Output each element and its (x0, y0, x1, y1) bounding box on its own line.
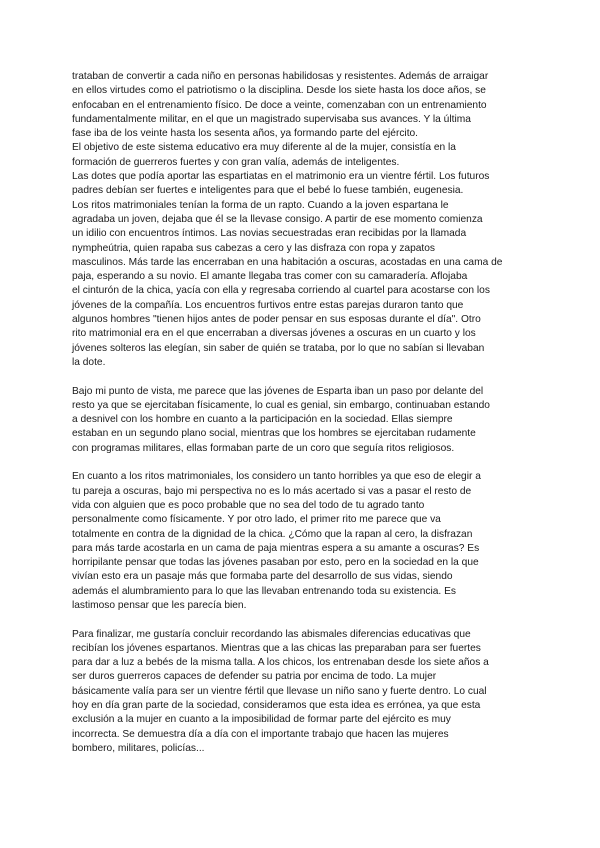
text-line: básicamente valía para ser un vientre fértil que llevase un niño sano y fuerte dentro. Lo cual (72, 685, 487, 697)
text-line: fundamentalmente militar, en el que un magistrado supervisaba sus avances. Y la última (72, 113, 471, 125)
text-line: paja, esperando a su novio. El amante llegaba tras comer con su camaradería. Aflojaba (72, 271, 468, 283)
paragraph-spartan-boys-education (72, 70, 532, 141)
text-line: la dote. (72, 356, 106, 368)
text-line: vivían esto era un pasaje más que formaba parte del desarrollo de sus vidas, siendo (72, 571, 453, 583)
text-line: fase iba de los veinte hasta los sesenta años, ya formando parte del ejército. (72, 128, 419, 140)
text-line: tu pareja a oscuras, bajo mi perspectiva no es lo más acertado si vas a pasar el resto de (72, 485, 472, 497)
paragraph-spacer (72, 613, 532, 627)
text-line: recibían los jóvenes espartanos. Mientras que a las chicas las preparaban para ser fuertes (72, 642, 481, 654)
text-line: totalmente en contra de la dignidad de la chica. ¿Cómo que la rapan al cero, la disfrazan (72, 528, 473, 540)
text-line: Bajo mi punto de vista, me parece que las jóvenes de Esparta iban un paso por delante del (72, 385, 484, 397)
text-line: jóvenes de la compañía. Los encuentros furtivos entre estas parejas duraron tanto que (72, 299, 464, 311)
document-page (72, 70, 532, 756)
text-line: El objetivo de este sistema educativo era muy diferente al de la mujer, consistía en la (72, 142, 456, 154)
paragraph-conclusion (72, 628, 532, 757)
text-line: exclusión a la mujer en cuanto a la imposibilidad de formar parte del ejército es muy (72, 714, 451, 726)
text-line: jóvenes solteros las elegían, sin saber de quién se trataba, por lo que no sabían si llevaban (72, 342, 485, 354)
text-line: Los ritos matrimoniales tenían la forma de un rapto. Cuando a la joven espartana le (72, 199, 449, 211)
text-line: personalmente como físicamente. Y por otro lado, el primer rito me parece que va (72, 514, 441, 526)
text-line: hoy en día gran parte de la sociedad, consideramos que esta idea es errónea, ya que esta (72, 700, 481, 712)
text-line: rito matrimonial era en el que encerraban a diversas jóvenes a oscuras en un cuarto y los (72, 328, 476, 340)
text-line: lastimoso pensar que les parecía bien. (72, 599, 247, 611)
paragraph-marriage-rites (72, 170, 532, 370)
text-line: enfocaban en el entrenamiento físico. De doce a veinte, comenzaban con un entrenamiento (72, 99, 487, 111)
text-line: padres debían ser fuertes e inteligentes para que el bebé lo fuese también, eugenesia. (72, 185, 464, 197)
text-line: además el alumbramiento para lo que las llevaban entrenando toda su existencia. Es (72, 585, 456, 597)
text-line: para más tarde acostarla en un cama de paja mientras espera a su amante a oscuras? Es (72, 542, 480, 554)
paragraph-spacer (72, 370, 532, 384)
paragraph-rites-opinion (72, 470, 532, 613)
text-line: ser duros guerreros capaces de defender su patria por encima de todo. La mujer (72, 671, 437, 683)
text-line: a desnivel con los hombre en cuanto a la participación en la sociedad. Ellas siempre (72, 414, 453, 426)
text-line: con programas militares, ellas formaban parte de un coro que seguía ritos religiosos. (72, 442, 455, 454)
text-line: resto ya que se ejercitaban físicamente, lo cual es genial, sin embargo, continuaban estando (72, 399, 490, 411)
text-line: agradaba un joven, dejaba que él se la llevase consigo. A partir de ese momento comienza (72, 213, 483, 225)
paragraph-education-objective (72, 141, 532, 170)
text-line: En cuanto a los ritos matrimoniales, los considero un tanto horribles ya que eso de elegir a (72, 471, 481, 483)
text-line: para dar a luz a bebés de la misma talla. A los chicos, los entrenaban desde los siete años a (72, 657, 489, 669)
text-line: algunos hombres "tienen hijos antes de poder pensar en sus esposas durante el día". Otro (72, 314, 481, 326)
paragraph-opinion (72, 385, 532, 456)
paragraph-spacer (72, 456, 532, 470)
text-line: formación de guerreros fuertes y con gran valía, además de inteligentes. (72, 156, 400, 168)
text-line: estaban en un segundo plano social, mientras que los hombres se ejercitaban rudamente (72, 428, 476, 440)
text-line: en ellos virtudes como el patriotismo o la disciplina. Desde los siete hasta los doce años, se (72, 85, 486, 97)
text-line: un idilio con encuentros íntimos. Las novias secuestradas eran recibidas por la llamada (72, 228, 467, 240)
text-line: el cinturón de la chica, yacía con ella y regresaba corriendo al cuartel para acostarse con los (72, 285, 490, 297)
text-line: masculinos. Más tarde las encerraban en una habitación a oscuras, acostadas en una cama de (72, 256, 503, 268)
text-line: bombero, militares, policías... (72, 742, 205, 754)
text-line: vida con alguien que es poco probable que no sea del todo de tu agrado tanto (72, 499, 425, 511)
text-line: nympheútria, quien rapaba sus cabezas a cero y las disfraza con ropa y zapatos (72, 242, 435, 254)
text-line: Para finalizar, me gustaría concluir recordando las abismales diferencias educativas que (72, 628, 471, 640)
text-line: incorrecta. Se demuestra día a día con el importante trabajo que hacen las mujeres (72, 728, 449, 740)
text-line: Las dotes que podía aportar las espartiatas en el matrimonio era un vientre fértil. Los futuros (72, 171, 490, 183)
text-line: horripilante pensar que todas las jóvenes pasaban por esto, pero en la sociedad en la que (72, 557, 479, 569)
text-line: trataban de convertir a cada niño en personas habilidosas y resistentes. Además de arraigar (72, 71, 489, 82)
